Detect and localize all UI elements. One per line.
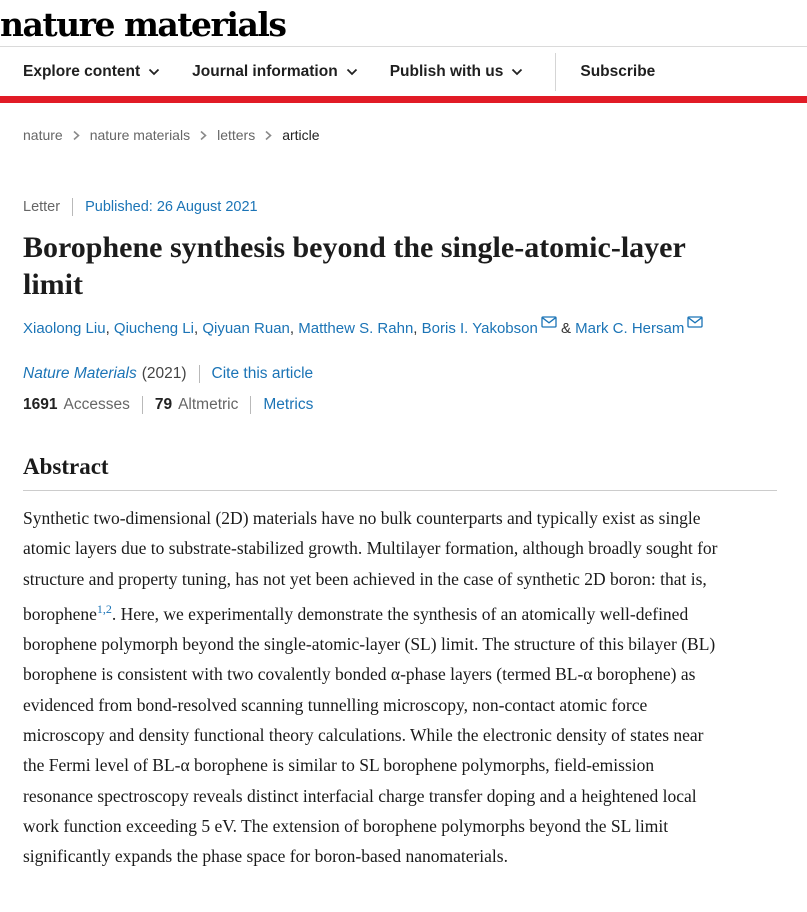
author: [202, 320, 298, 337]
meta-divider: [250, 396, 251, 414]
section-divider: [23, 490, 777, 491]
nav-item-label: Explore content: [23, 62, 141, 80]
journal-link[interactable]: Nature Materials: [23, 365, 137, 382]
breadcrumb: [0, 127, 807, 143]
author: [422, 320, 576, 337]
author-separator: ,: [289, 320, 299, 337]
author: [114, 320, 202, 337]
author-link[interactable]: Qiyuan Ruan: [202, 320, 290, 337]
accesses-count: 1691: [23, 396, 58, 413]
author-link[interactable]: Qiucheng Li: [113, 320, 194, 337]
altmetric-count: 79: [154, 396, 173, 413]
author-list: [0, 319, 807, 339]
chevron-down-icon: [148, 63, 160, 81]
nav-journal-information[interactable]: [192, 63, 358, 81]
breadcrumb-separator-icon: [265, 130, 272, 141]
site-header: [0, 0, 807, 103]
article-type-label: Letter: [23, 199, 61, 215]
envelope-icon[interactable]: [687, 314, 703, 334]
abstract-heading: Abstract: [23, 454, 109, 479]
abstract-section: [0, 454, 807, 871]
author-link[interactable]: Mark C. Hersam: [575, 320, 685, 337]
altmetric-label: Altmetric: [178, 396, 239, 413]
author-link[interactable]: Boris I. Yakobson: [421, 320, 538, 337]
metrics-row: [0, 396, 807, 414]
nav-publish-with-us[interactable]: [390, 63, 524, 81]
main-navigation: [0, 46, 807, 96]
meta-divider: [199, 365, 200, 383]
article-title: Borophene synthesis beyond the single-atomic-layer limit: [23, 231, 686, 301]
nav-item-label: Publish with us: [389, 62, 504, 80]
article-meta-row: [0, 198, 807, 216]
journal-logo[interactable]: nature materials: [0, 5, 286, 44]
author: [298, 320, 421, 337]
journal-year: (2021): [141, 365, 187, 382]
accesses-label: Accesses: [63, 396, 130, 413]
breadcrumb-nature[interactable]: nature: [23, 127, 63, 143]
author: [575, 320, 703, 337]
breadcrumb-nature-materials[interactable]: nature materials: [89, 127, 191, 143]
breadcrumb-separator-icon: [200, 130, 207, 141]
article-page: [0, 127, 807, 871]
nav-item-label: Subscribe: [580, 62, 656, 80]
nav-divider: [555, 53, 556, 91]
nav-explore-content[interactable]: [23, 63, 160, 81]
author-separator: ,: [193, 320, 203, 337]
published-date: Published: 26 August 2021: [85, 199, 258, 215]
author-separator: ,: [413, 320, 422, 337]
abstract-text-2: . Here, we experimentally demonstrate the synthesis of an atomically well-defined borophene polymorph beyond the single-atomic-layer (SL) limit. The structure of this bilayer (BL) borophene is consistent with two covalently bonded α-phase layers (termed BL-α borophene) as evidenced from bond-resolved scanning tunnelling microscopy, non-contact atomic force microscopy and density functional theory calculations. While the electronic density of states near the Fermi level of BL-α borophene is similar to SL borophene polymorphs, field-emission resonance spectroscopy reveals distinct interfacial charge transfer doping and a heightened local work function exceeding 5 eV. The extension of borophene polymorphs beyond the SL limit significantly expands the phase space for boron-based nanomaterials.: [23, 603, 716, 867]
chevron-down-icon: [511, 63, 523, 81]
author-separator: &: [556, 320, 576, 337]
meta-divider: [72, 198, 73, 216]
breadcrumb-separator-icon: [73, 130, 80, 141]
author-link[interactable]: Matthew S. Rahn: [298, 320, 414, 337]
breadcrumb-article: article: [282, 127, 320, 143]
abstract-text-1: Synthetic two-dimensional (2D) materials have no bulk counterparts and typically exist as single atomic layers due to substrate-stabilized growth. Multilayer formation, although broadly sought for structure and property tuning, has not yet been achieved in the case of synthetic 2D boron: that is, borophene: [23, 508, 718, 624]
nav-subscribe[interactable]: [580, 63, 655, 81]
author-link[interactable]: Xiaolong Liu: [23, 320, 106, 337]
envelope-icon[interactable]: [541, 314, 557, 334]
meta-divider: [142, 396, 143, 414]
chevron-down-icon: [346, 63, 358, 81]
metrics-link[interactable]: Metrics: [263, 396, 314, 413]
brand-color-bar: [0, 96, 807, 103]
breadcrumb-letters[interactable]: letters: [217, 127, 256, 143]
nav-item-label: Journal information: [192, 62, 338, 80]
cite-this-article-link[interactable]: Cite this article: [211, 365, 314, 382]
citation-row: [0, 365, 807, 383]
author: [23, 320, 114, 337]
abstract-paragraph: [0, 503, 748, 871]
reference-link[interactable]: 1,2: [96, 601, 112, 616]
author-separator: ,: [105, 320, 114, 337]
